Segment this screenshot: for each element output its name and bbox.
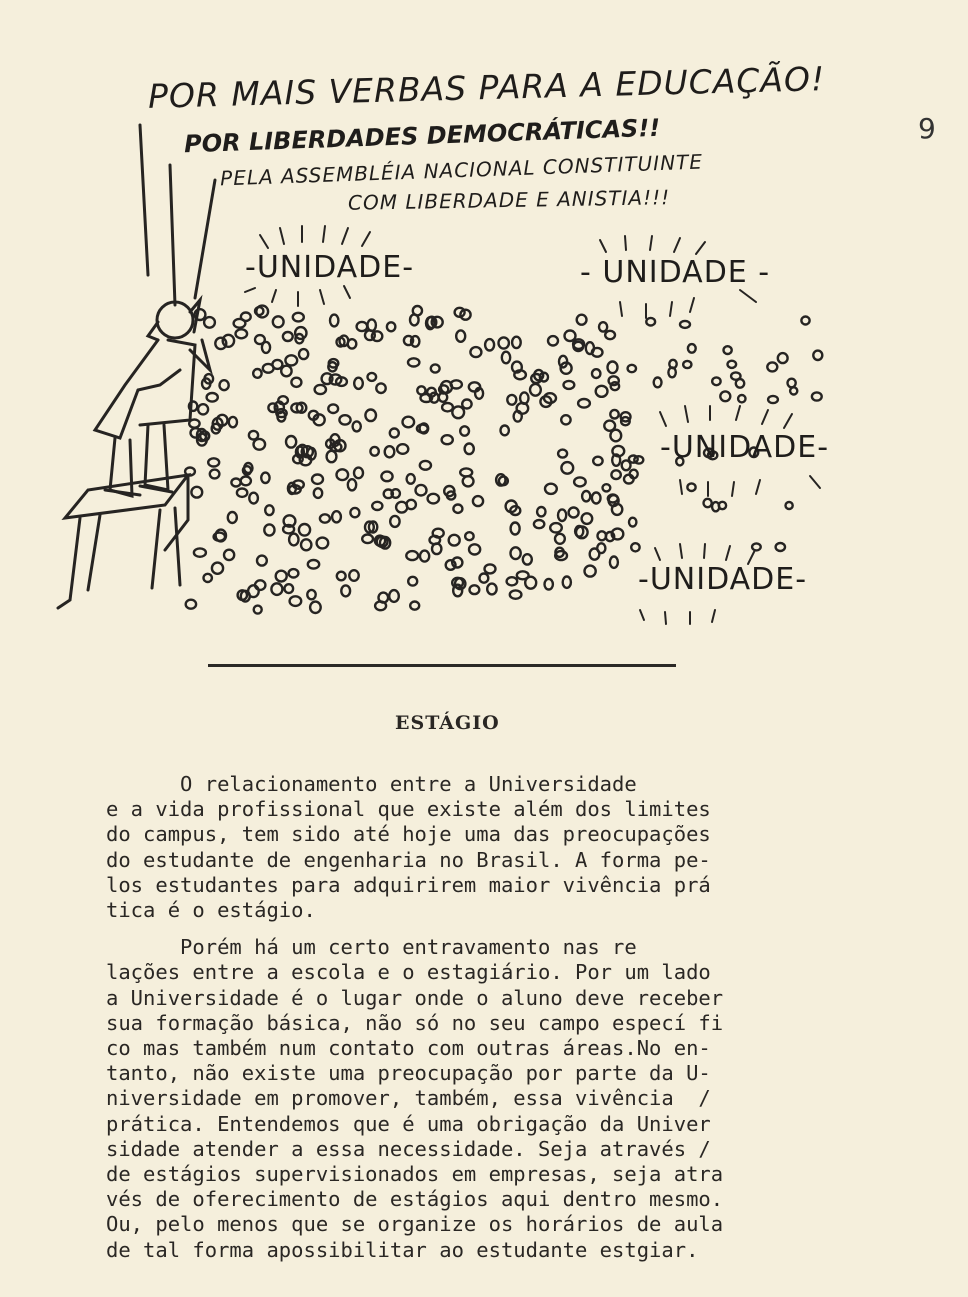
text-line: e a vida profissional que existe além dos limites [106,797,711,822]
text-line: de tal forma apossibilitar ao estudante estgiar. [106,1237,699,1262]
text-line: vés de oferecimento de estágios aqui dentro mesmo. [106,1187,724,1212]
unity-chant: -UNIDADE- [245,250,415,285]
text-line: Ou, pelo menos que se organize os horários de aula [106,1212,724,1237]
text-line: do campus, tem sido até hoje uma das preocupações [106,822,711,847]
unity-chant: - UNIDADE - [580,255,771,290]
text-line: co mas também num contato com outras áreas.No en- [106,1036,711,1061]
text-line: sua formação básica, não só no seu campo especí fi [106,1010,724,1035]
text-line: tica é o estágio. [106,898,316,923]
text-line: O relacionamento entre a Universidade [106,772,637,796]
section-divider [208,664,676,667]
text-line: do estudante de engenharia no Brasil. A forma pe- [106,847,711,872]
text-line: de estágios supervisionados em empresas, seja atra [106,1162,724,1187]
text-line: lações entre a escola e o estagiário. Por um lado [106,960,711,985]
text-line: sidade atender a essa necessidade. Seja através / [106,1136,711,1161]
protest-cartoon [40,40,940,630]
slogan-freedoms: POR LIBERDADES DEMOCRÁTICAS!! [183,113,661,159]
text-line: a Universidade é o lugar onde o aluno deve receber [106,985,724,1010]
slogan-amnesty: COM LIBERDADE E ANISTIA!!! [347,185,671,215]
text-line: tanto, não existe uma preocupação por parte da U- [106,1061,711,1086]
article-title: ESTÁGIO [395,712,500,734]
slogan-assembly: PELA ASSEMBLÉIA NACIONAL CONSTITUINTE [219,149,704,191]
page-number: 9 [918,112,936,145]
slogan-funding: POR MAIS VERBAS PARA A EDUCAÇÃO! [147,59,826,116]
text-line: Porém há um certo entravamento nas re [106,935,637,960]
text-line: los estudantes para adquirirem maior vivência prá [106,872,711,897]
text-line: niversidade em promover, também, essa vivência / [106,1086,711,1111]
unity-chant: -UNIDADE- [660,430,830,465]
paragraph-gap [106,923,858,935]
unity-chant: -UNIDADE- [638,562,808,597]
text-line: prática. Entendemos que é uma obrigação da Univer [106,1111,711,1136]
article-body [106,772,858,1263]
